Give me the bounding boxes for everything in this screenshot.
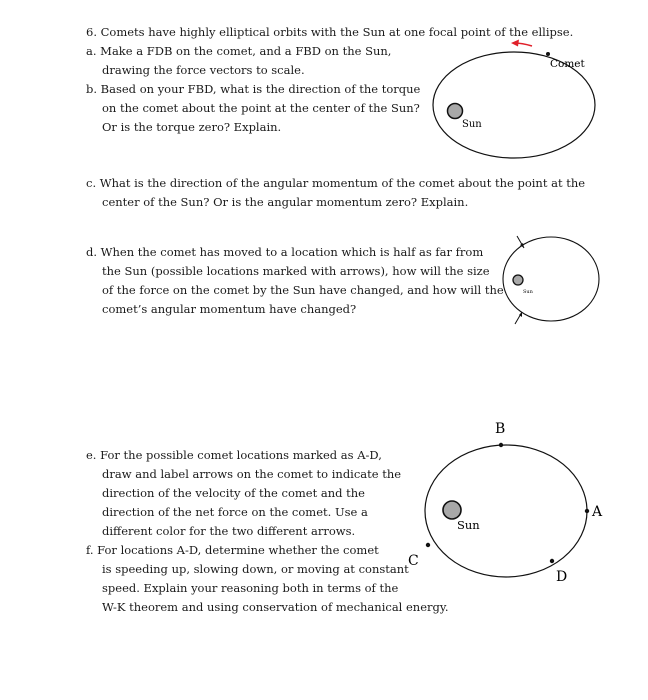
point-b-label: B bbox=[495, 421, 506, 437]
part-e-line-2: draw and label arrows on the comet to indicate the bbox=[102, 467, 402, 481]
orbit-figure-3 bbox=[400, 415, 615, 590]
part-c-line-2: center of the Sun? Or is the angular momentum zero? Explain. bbox=[102, 195, 469, 209]
part-f-line-4: W-K theorem and using conservation of mechanical energy. bbox=[102, 600, 449, 614]
sun-circle-large bbox=[443, 501, 461, 519]
point-d-dot bbox=[550, 559, 554, 563]
part-e-line-1: e. For the possible comet locations marked as A-D, bbox=[86, 448, 382, 462]
velocity-arrow-icon bbox=[511, 40, 532, 47]
part-d-line-1: d. When the comet has moved to a location which is half as far from bbox=[86, 245, 484, 259]
part-e-line-4: direction of the net force on the comet. Use a bbox=[102, 505, 368, 519]
point-b-dot bbox=[499, 443, 503, 447]
sun-label-small: Sun bbox=[523, 289, 533, 295]
location-arrow-bottom-icon bbox=[515, 312, 522, 324]
point-d-label: D bbox=[556, 569, 568, 585]
part-a-line-2: drawing the force vectors to scale. bbox=[102, 63, 305, 77]
part-f-line-3: speed. Explain your reasoning both in terms of the bbox=[102, 581, 399, 595]
sun-circle bbox=[448, 104, 463, 119]
part-e-line-5: different color for the two different arrows. bbox=[102, 524, 356, 538]
sun-circle-small bbox=[513, 275, 523, 285]
part-b-line-2: on the comet about the point at the center of the Sun? bbox=[102, 101, 420, 115]
part-c-line-1: c. What is the direction of the angular momentum of the comet about the point at the bbox=[86, 176, 586, 190]
part-d-line-3: of the force on the comet by the Sun have changed, and how will the bbox=[102, 283, 504, 297]
point-a-dot bbox=[585, 509, 589, 513]
part-b-line-1: b. Based on your FBD, what is the direction of the torque bbox=[86, 82, 421, 96]
orbit-figure-2 bbox=[493, 230, 603, 330]
comet-dot bbox=[546, 52, 550, 56]
point-a-label: A bbox=[592, 504, 603, 520]
problem-header: 6. Comets have highly elliptical orbits with the Sun at one focal point of the ellipse. bbox=[86, 25, 574, 39]
part-f-line-2: is speeding up, slowing down, or moving at constant bbox=[102, 562, 409, 576]
part-d-line-4: comet’s angular momentum have changed? bbox=[102, 302, 357, 316]
part-f-line-1: f. For locations A-D, determine whether the comet bbox=[86, 543, 379, 557]
part-a-line-1: a. Make a FDB on the comet, and a FBD on the Sun, bbox=[86, 44, 392, 58]
part-d-line-2: the Sun (possible locations marked with arrows), how will the size bbox=[102, 264, 490, 278]
point-c-dot bbox=[426, 543, 430, 547]
comet-label: Comet bbox=[550, 58, 585, 70]
orbit-figure-1 bbox=[420, 30, 600, 165]
point-c-label: C bbox=[408, 553, 419, 569]
sun-label-large: Sun bbox=[457, 518, 480, 532]
sun-label: Sun bbox=[462, 119, 482, 130]
part-b-line-3: Or is the torque zero? Explain. bbox=[102, 120, 282, 134]
part-e-line-3: direction of the velocity of the comet and the bbox=[102, 486, 365, 500]
